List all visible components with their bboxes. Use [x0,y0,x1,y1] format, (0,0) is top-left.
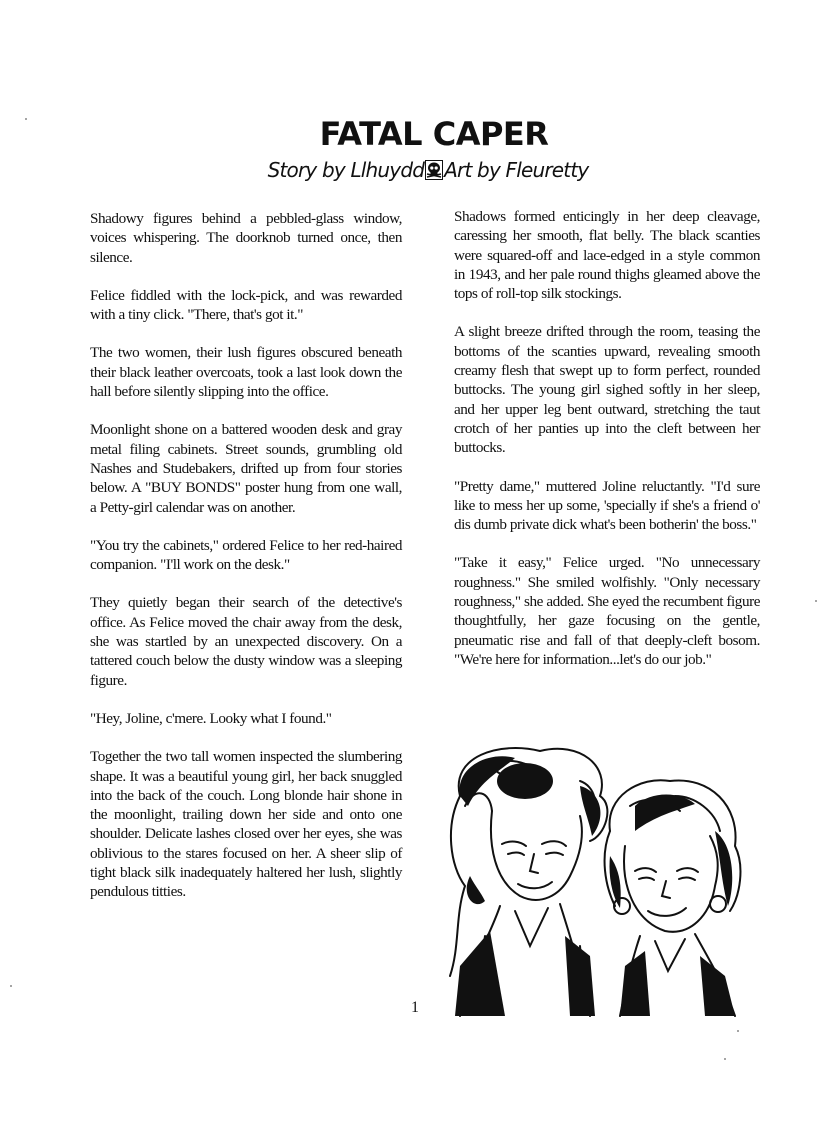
paragraph: "You try the cabinets," ordered Felice to her red-haired companion. "I'll work on the desk." [90,536,402,574]
paragraph: "Pretty dame," muttered Joline reluctantly. "I'd sure like to mess her up some, 'specially if she's a friend o' dis dumb private dick what's been botherin' the boss." [454,477,760,534]
scan-speck [724,1058,726,1060]
scan-speck [815,600,817,602]
paragraph: Felice fiddled with the lock-pick, and was rewarded with a tiny click. "There, that's got it." [90,286,402,324]
paragraph: They quietly began their search of the detective's office. As Felice moved the chair away from the desk, she was startled by an unexpected discovery. On a tattered couch below the dusty window was a sleeping figure. [90,594,402,689]
two-women-ink-sketch-icon [430,736,760,1018]
paragraph: "Hey, Joline, c'mere. Looky what I found." [90,709,332,727]
byline-story: Story by Llhuydd [267,158,425,182]
story-title: FATAL CAPER [319,115,549,153]
scan-speck [25,118,27,120]
left-column [90,209,402,921]
byline-art: Art by Fleuretty [444,158,589,182]
paragraph: Shadowy figures behind a pebbled-glass window, voices whispering. The doorknob turned once, then silence. [90,210,402,266]
paragraph: A slight breeze drifted through the room, teasing the bottoms of the scanties upward, revealing smooth creamy flesh that swept up to form perfect, rounded buttocks. The young girl sighed softly in her sleep, and her upper leg bent outward, stretching the taut crotch of her panties up into the cleft between her buttocks. [454,323,760,457]
paragraph: Moonlight shone on a battered wooden desk and gray metal filing cabinets. Street sounds, grumbling old Nashes and Studebakers, drifted up from four stories below. A "BUY BONDS" poster hung from one wall, a Petty-girl calendar was on another. [90,421,402,516]
page-number: 1 [411,999,419,1016]
byline [0,157,828,183]
scan-speck [737,1030,739,1032]
paragraph: Together the two tall women inspected the slumbering shape. It was a beautiful young girl, her back snuggled into the back of the couch. Long blonde hair shone in the moonlight, trailing down her side and onto one shoulder. Delicate lashes closed over her eyes, she was oblivious to the stares focused on her. A sheer slip of tight black silk inadequately haltered her lush, slightly pendulous titties. [90,748,402,901]
right-column [454,207,760,688]
skull-icon [425,160,443,180]
paragraph: "Take it easy," Felice urged. "No unnecessary roughness." She smiled wolfishly. "Only necessary roughness," she added. She eyed the recumbent figure thoughtfully, her gaze focusing on the gentle, pneumatic rise and fall of that deeply-cleft bosom. "We're here for information...let's do our job." [454,554,760,668]
scan-speck [10,985,12,987]
paragraph: The two women, their lush figures obscured beneath their black leather overcoats, took a last look down the hall before silently slipping into the office. [90,344,402,401]
paragraph: Shadows formed enticingly in her deep cleavage, caressing her smooth, flat belly. The black scanties were squared-off and lace-edged in a style common in 1943, and her pale round thighs gleamed above the tops of roll-top silk stockings. [454,208,760,303]
